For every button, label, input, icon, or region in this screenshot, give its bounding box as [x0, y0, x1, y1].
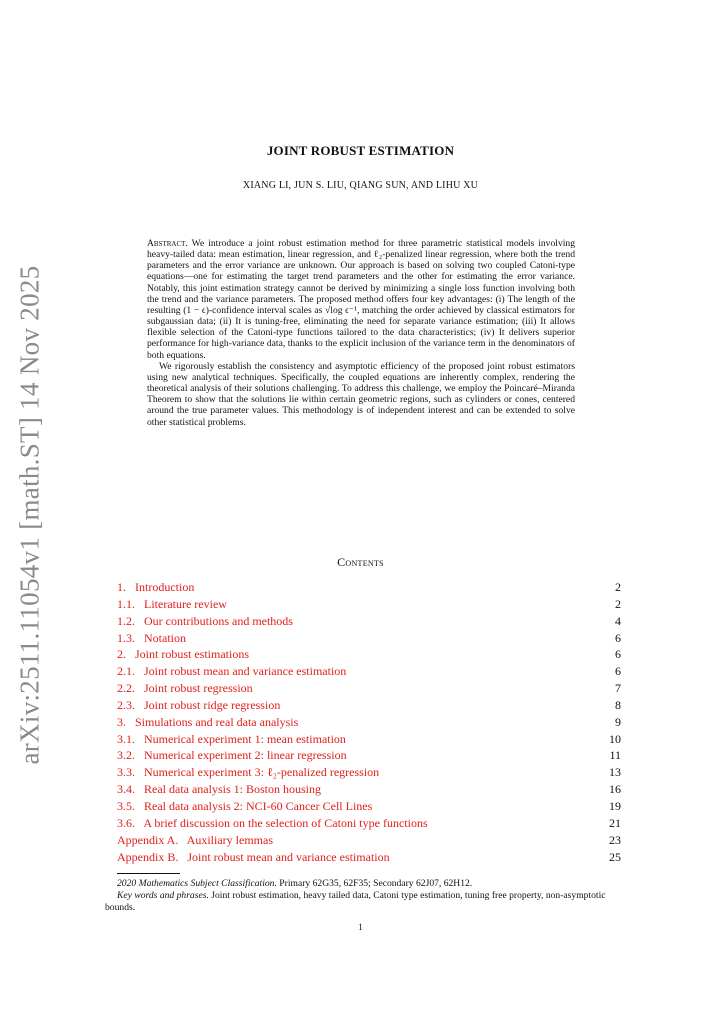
toc-entry-link[interactable]: 3.4. Real data analysis 1: Boston housing: [117, 782, 321, 797]
toc-entry[interactable]: [117, 646, 621, 663]
toc-entry-link[interactable]: Appendix B. Joint robust mean and variance estimation: [117, 849, 390, 864]
toc-entry[interactable]: [117, 579, 621, 596]
toc-entry-page: 11: [609, 748, 621, 763]
keywords-text: Joint robust estimation, heavy tailed data, Catoni type estimation, tuning free property, non-asymptotic bounds.: [105, 890, 606, 913]
toc-entry-link[interactable]: Appendix A. Auxiliary lemmas: [117, 832, 273, 847]
toc-entry-link[interactable]: 1.1. Literature review: [117, 596, 227, 611]
toc-entry-page: 21: [609, 815, 621, 830]
toc-entry-page: 23: [609, 832, 621, 847]
toc-entry-page: 7: [615, 681, 621, 696]
toc-entry[interactable]: [117, 697, 621, 714]
toc-entry-page: 8: [615, 697, 621, 712]
toc-entry-link[interactable]: 2.1. Joint robust mean and variance estimation: [117, 664, 347, 679]
keywords-footnote: [105, 890, 621, 914]
toc-entry-link[interactable]: 3.1. Numerical experiment 1: mean estimation: [117, 731, 346, 746]
toc-entry-link[interactable]: 3.2. Numerical experiment 2: linear regression: [117, 748, 347, 763]
toc-entry-link[interactable]: 1. Introduction: [117, 580, 195, 594]
footnotes: [105, 878, 621, 914]
toc-entry-page: 19: [609, 798, 621, 813]
toc-entry-link[interactable]: 2.3. Joint robust ridge regression: [117, 697, 281, 712]
toc-entry-link[interactable]: 3.6. A brief discussion on the selection of Catoni type functions: [117, 815, 428, 830]
toc-entry-link[interactable]: 1.3. Notation: [117, 630, 186, 645]
abstract-paragraph-1: [147, 238, 575, 361]
toc-entry-link[interactable]: 1.2. Our contributions and methods: [117, 613, 293, 628]
toc-entry-link[interactable]: 2. Joint robust estimations: [117, 647, 249, 662]
footnote-divider: [117, 873, 180, 874]
toc-entry-link[interactable]: 3.5. Real data analysis 2: NCI-60 Cancer Cell Lines: [117, 798, 373, 813]
toc-entry[interactable]: [117, 596, 621, 613]
toc-entry[interactable]: [117, 680, 621, 697]
toc-entry[interactable]: [117, 613, 621, 630]
toc-entry-link[interactable]: 3.3. Numerical experiment 3: ℓ₂-penalized regression: [117, 765, 380, 780]
keywords-label: Key words and phrases.: [117, 890, 209, 901]
toc-entry-page: 4: [615, 613, 621, 628]
toc-entry-page: 9: [615, 714, 621, 729]
toc-entry-page: 6: [615, 630, 621, 645]
toc-entry-page: 13: [609, 765, 621, 780]
toc-entry[interactable]: [117, 764, 621, 781]
toc-entry[interactable]: [117, 663, 621, 680]
toc-entry-page: 6: [615, 664, 621, 679]
abstract-paragraph-2: We rigorously establish the consistency and asymptotic efficiency of the proposed joint robust estimators using new analytical techniques. Specifically, the coupled equations are inherently complex, rendering the theoretical analysis of their solutions challenging. To address this challenge, we employ the Poincaré–Miranda Theorem to show that the solutions lie within certain geometric regions, such as cylinders or cones, centered around the true parameter values. This methodology is of independent interest and can be extended to solve other statistical problems.: [147, 360, 575, 428]
arxiv-identifier: [10, 265, 50, 765]
toc-entry[interactable]: [117, 832, 621, 849]
msc-footnote: [105, 878, 621, 890]
toc-entry[interactable]: [117, 815, 621, 832]
msc-label: 2020 Mathematics Subject Classification.: [117, 878, 277, 889]
toc-entry[interactable]: [117, 849, 621, 866]
toc-entry-page: 25: [609, 849, 621, 864]
toc-entry[interactable]: [117, 747, 621, 764]
toc-entry-page: 16: [609, 782, 621, 797]
toc-entry[interactable]: [117, 714, 621, 731]
msc-text: Primary 62G35, 62F35; Secondary 62J07, 62H12.: [279, 878, 473, 889]
toc-entry-page: 10: [609, 731, 621, 746]
abstract-label: Abstract.: [147, 238, 188, 249]
toc-entry[interactable]: [117, 731, 621, 748]
toc-entry-page: 2: [615, 580, 621, 594]
paper-authors: XIANG LI, JUN S. LIU, QIANG SUN, AND LIHU XU: [242, 180, 479, 191]
toc-entry[interactable]: [117, 798, 621, 815]
page-number: 1: [358, 922, 363, 932]
toc-entry-page: 6: [615, 647, 621, 662]
abstract-text-1: We introduce a joint robust estimation method for three parametric statistical models involving heavy-tailed data: mean estimation, linear regression, and ℓ₂-penalized linear regression, where both the trend parameters and the error variance are unknown. Our approach is based on solving two coupled Catoni-type equations—one for estimating the target trend parameters and the other for estimating the error variance. Notably, this joint estimation strategy cannot be derived by minimizing a single loss function involving both the trend and the variance parameters. The proposed method offers four key advantages: (i) The length of the resulting (1 − ϵ)-confidence interval scales as √log ϵ⁻¹, matching the order achieved by classical estimators for subgaussian data; (ii) It is tuning-free, eliminating the need for separate variance estimation; (iii) It allows flexible selection of the Catoni-type functions tailored to the data characteristics; (iv) It delivers superior performance for high-variance data, thanks to the explicit inclusion of the variance term in the denominators of both equations.: [147, 238, 575, 361]
toc-entry[interactable]: [117, 630, 621, 647]
abstract: [147, 238, 575, 428]
toc-entry-link[interactable]: 3. Simulations and real data analysis: [117, 714, 299, 729]
table-of-contents: [117, 579, 621, 865]
arxiv-identifier-text: arXiv:2511.11054v1 [math.ST] 14 Nov 2025: [14, 265, 45, 765]
toc-entry-link[interactable]: 2.2. Joint robust regression: [117, 681, 253, 696]
toc-entry-page: 2: [615, 596, 621, 611]
contents-heading: Contents: [337, 555, 384, 569]
paper-title: JOINT ROBUST ESTIMATION: [266, 143, 455, 158]
toc-entry[interactable]: [117, 781, 621, 798]
